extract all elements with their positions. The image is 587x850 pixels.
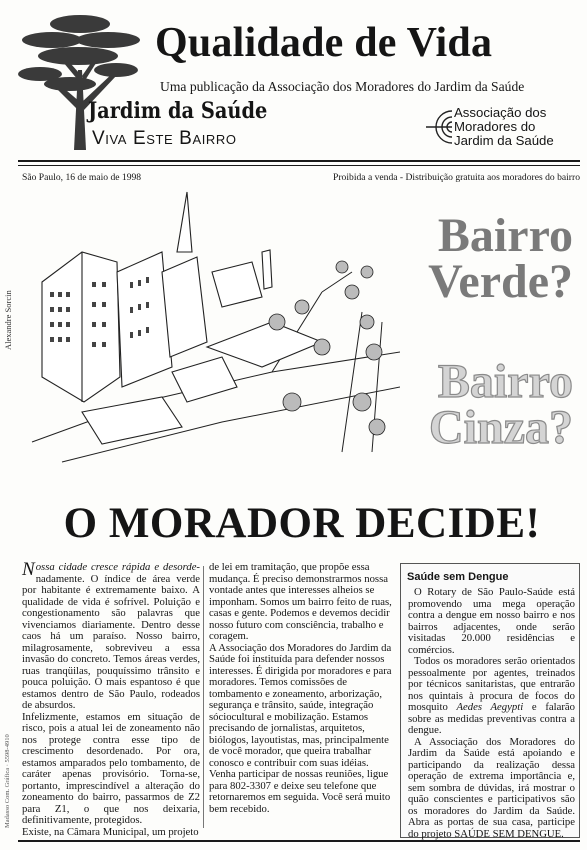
article-paragraph: Infelizmente, estamos em situação de risco, pois a atual lei de zoneamento não nos protege contra esse tipo de crescimento desordenado. Por ora, estamos amparados pelo tombamento, de caráter apenas provisório. Torna-se, portanto, imprescindível a alteração do zoneamento do bairro, passarmos de Z2 para Z1, o que nos deixaria, definitivamente, protegidos.	[22, 710, 200, 826]
question-bairro-verde	[428, 209, 573, 308]
sidebar-paragraph	[408, 656, 575, 737]
article-column-2	[209, 562, 392, 815]
distribution-notice: Proibida a venda - Distribuição gratuita aos moradores do bairro	[333, 172, 580, 183]
sidebar-title: Saúde sem Dengue	[407, 571, 509, 583]
sidebar-text-part: e falarão sobre as medidas preventivas contra a dengue.	[408, 701, 576, 736]
illustration-credit: Alexandre Sorcin	[3, 290, 13, 350]
city-illustration	[22, 172, 400, 477]
question-line: Cinza?	[429, 401, 573, 454]
article-paragraph: de lei em tramitação, que propõe essa mudança. É preciso demonstrarmos nossa vontade antes que interesses alheios se imponham. Somos um bairro feito de ruas, casas e gente. Podemos e devemos decidir nosso futuro com consciência, trabalho e coragem.	[209, 561, 392, 642]
slogan: Viva Este Bairro	[92, 128, 237, 149]
column-divider	[203, 566, 204, 828]
masthead-rule-bottom	[18, 165, 580, 166]
association-name	[454, 106, 584, 148]
sidebar-paragraph: O Rotary de São Paulo-Saúde está promovendo uma mega operação contra a dengue em nosso bairro e nos bairros adjacentes, onde serão visitadas 20.000 residências e comércios.	[408, 586, 575, 656]
article-paragraph: nadamente. O índice de área verde por habitante é extremamente baixo. A qualidade de vida é sofrível. Poluição e congestionamento são palavras que vivenciamos diariamente. Dentro desse caos há um paraíso. Nosso bairro, milagrosamente, sobreviveu a essa invasão do concreto. Temos áreas verdes, ruas tranqüilas, pouquíssimo trânsito e pouca poluição. O mais espantoso é que estamos dentro de São Paulo, rodeados de absurdos.	[22, 572, 200, 711]
article-column-1	[22, 559, 200, 838]
question-line: Bairro	[437, 209, 573, 262]
sidebar-box	[400, 563, 580, 838]
masthead-rule-top	[18, 160, 580, 162]
article-paragraph: Venha participar de nossas reuniões, ligue para 802-3307 e deixe seu telefone que retornaremos em seguida. Você será muito bem recebido.	[209, 768, 391, 815]
printer-credit: Madasso Com. Gráfica · 5598-4910	[4, 734, 11, 828]
dateline: São Paulo, 16 de maio de 1998	[22, 172, 142, 183]
association-name-line: Jardim da Saúde	[454, 133, 554, 148]
association-logo-icon	[422, 107, 454, 147]
article-paragraph: A Associação dos Moradores do Jardim da Saúde foi instituída para defender nossos interesses. É dirigida por moradores e para moradores. Temos comissões de tombamento e zoneamento, arborização, segurança e trânsito, saúde, integração sóciocultural e mobilização. Estamos precisando de jornalistas, arquitetos, biólogos, layoutistas, mas, principalmente de você morador, que queira trabalhar conosco e contribuir com suas idéias.	[209, 641, 392, 769]
question-line: Verde?	[428, 255, 573, 308]
newspaper-subtitle: Uma publicação da Associação dos Moradores do Jardim da Saúde	[160, 79, 525, 94]
article-paragraph: Existe, na Câmara Municipal, um projeto	[22, 825, 199, 838]
article-lead: ossa cidade cresce rápida e desorde-	[35, 561, 200, 573]
sidebar-paragraph: A Associação dos Moradores do Jardim da Saúde está apoiando e participando da realização dessa operação de extrema importância e, sem sombra de dúvidas, irá mostrar o quão conscientes e participativos são os moradores do Jardim da Saúde. Abra as portas de sua casa, participe do projeto SAÚDE SEM DENGUE.	[408, 735, 575, 840]
footer-rule	[18, 840, 580, 842]
question-bairro-cinza	[429, 355, 573, 454]
association-name-line: Associação dos	[454, 105, 547, 120]
bairro-name: Jardim da Saúde	[88, 98, 268, 124]
mosquito-name: Aedes Aegypti	[456, 701, 524, 713]
newspaper-title: Qualidade de Vida	[155, 20, 493, 66]
sidebar-text-part: Todos os moradores serão orientados pessoalmente por agentes, treinados por técnicos sanitaristas, que entrarão nos quintais à procura de focos do mosquito	[408, 655, 575, 713]
association-name-line: Moradores do	[454, 119, 536, 134]
sidebar-text	[408, 587, 575, 840]
question-line: Bairro	[437, 355, 573, 408]
main-headline: O MORADOR DECIDE!	[63, 500, 541, 547]
dropcap: N	[22, 559, 35, 580]
